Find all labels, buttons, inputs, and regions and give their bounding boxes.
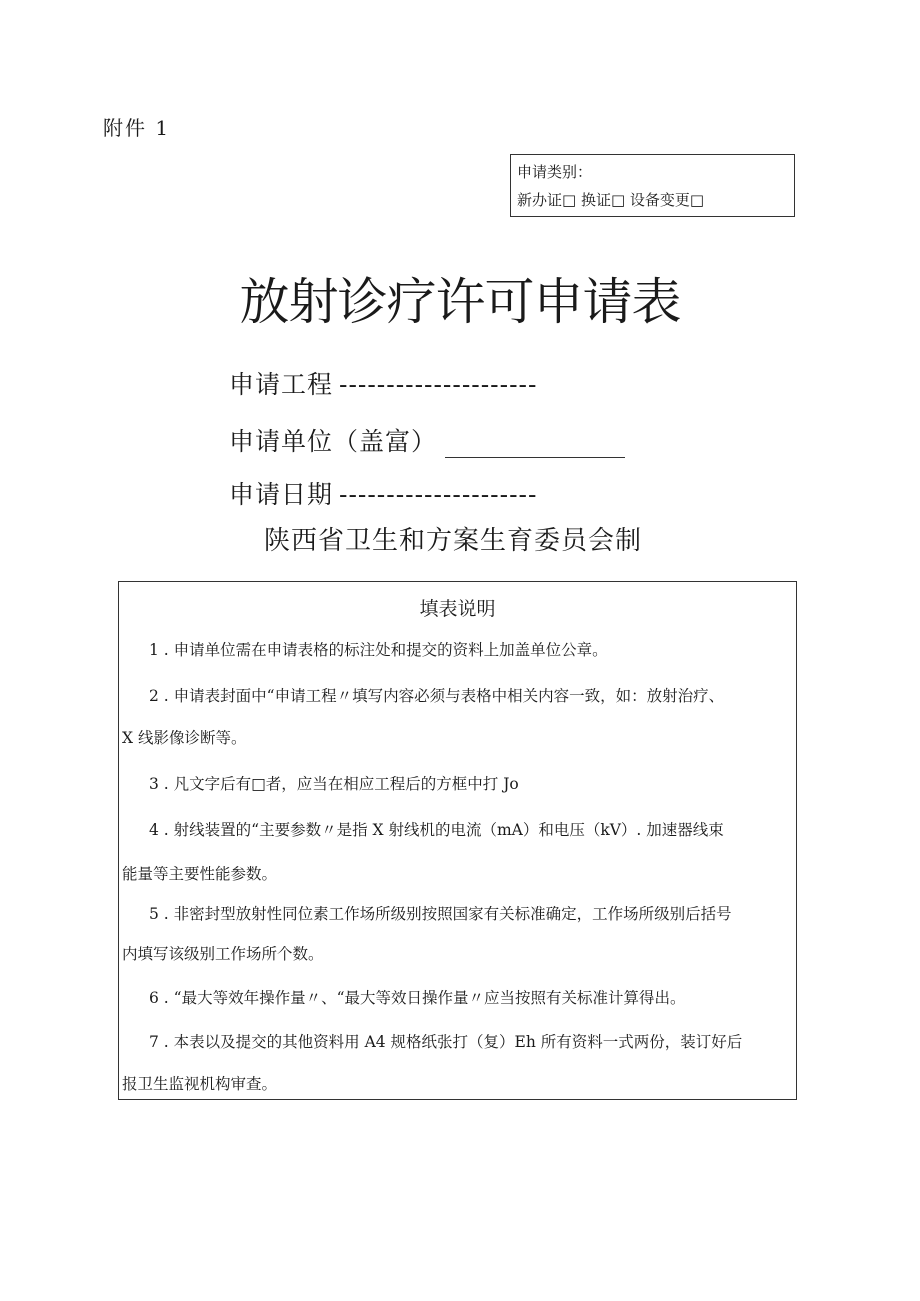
attachment-label: 附件 1 xyxy=(103,116,171,140)
project-line: --------------------- xyxy=(339,370,538,399)
instruction-line: 5 . 非密封型放射性同位素工作场所级别按照国家有关标准确定，工作场所级别后括号 xyxy=(149,905,732,923)
unit-label: 申请单位（盖富） xyxy=(229,427,438,456)
instruction-line: 4 . 射线装置的“主要参数〃是指 X 射线机的电流（mA）和电压（kV）. 加速器线束 xyxy=(149,821,724,839)
application-type-box xyxy=(510,154,795,217)
application-type-label: 申请类别： xyxy=(517,163,593,181)
unit-field xyxy=(229,422,625,458)
document-title: 放射诊疗许可申请表 xyxy=(239,273,681,331)
issuer: 陕西省卫生和方案生育委员会制 xyxy=(264,526,643,556)
instructions-title: 填表说明 xyxy=(419,598,496,620)
date-line: --------------------- xyxy=(339,480,538,509)
instruction-line: 7 . 本表以及提交的其他资料用 A4 规格纸张打（复）Eh 所有资料一式两份，装订好后 xyxy=(149,1033,743,1051)
date-label: 申请日期 xyxy=(229,480,334,509)
instruction-line: 1 . 申请单位需在申请表格的标注处和提交的资料上加盖单位公章。 xyxy=(149,641,608,659)
project-field xyxy=(229,365,537,401)
instruction-line: 3 . 凡文字后有□者，应当在相应工程后的方框中打 Jo xyxy=(149,775,519,793)
instruction-line: 能量等主要性能参数。 xyxy=(122,865,278,883)
instruction-line: 2 . 申请表封面中“申请工程〃填写内容必须与表格中相关内容一致，如：放射治疗、 xyxy=(149,687,725,705)
date-field xyxy=(229,475,537,511)
instruction-line: 6 . “最大等效年操作量〃、“最大等效日操作量〃应当按照有关标准计算得出。 xyxy=(149,989,686,1007)
application-type-options: 新办证□ 换证□ 设备变更□ xyxy=(517,191,705,209)
instruction-line: X 线影像诊断等。 xyxy=(122,729,247,747)
instruction-line: 报卫生监视机构审查。 xyxy=(122,1075,278,1093)
unit-underline xyxy=(445,429,625,458)
instruction-line: 内填写该级别工作场所个数。 xyxy=(122,945,324,963)
instructions-box xyxy=(118,581,797,1100)
project-label: 申请工程 xyxy=(229,370,334,399)
